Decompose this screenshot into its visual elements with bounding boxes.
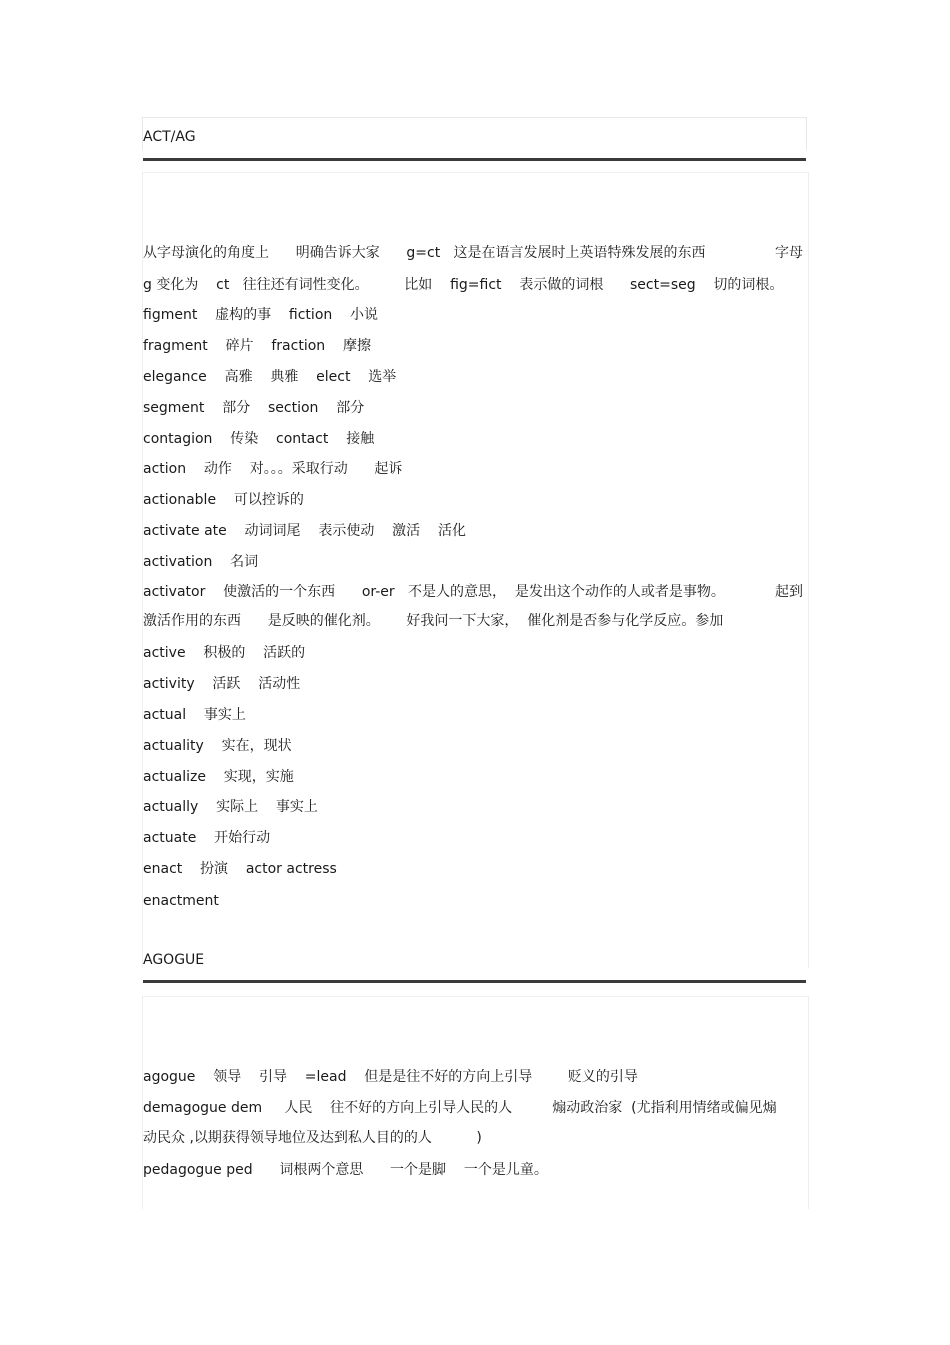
activator-line: 激活作用的东西 是反映的催化剂。 好我问一下大家， 催化剂是否参与化学反应。参加 — [143, 613, 724, 629]
entry-line: agogue 领导 引导 =lead 但是是往不好的方向上引导 贬义的引导 — [143, 1069, 638, 1085]
entry-line: actualize 实现，实施 — [143, 769, 294, 785]
entry-line: segment 部分 section 部分 — [143, 400, 365, 416]
entry-line: active 积极的 活跃的 — [143, 645, 306, 661]
entry-line: figment 虚构的事 fiction 小说 — [143, 307, 379, 323]
entry-line: contagion 传染 contact 接触 — [143, 431, 375, 447]
entry-line: activation 名词 — [143, 554, 259, 570]
entry-line: action 动作 对。。。采取行动 起诉 — [143, 461, 403, 477]
intro-text: 从字母演化的角度上 明确告诉大家 g=ct 这是在语言发展时上英语特殊发展的东西 — [143, 245, 706, 261]
entry-line: 动民众 ,以期获得领导地位及达到私人目的的人 ) — [143, 1130, 482, 1146]
intro-line — [143, 244, 803, 262]
entry-line: enact 扮演 actor actress — [143, 861, 337, 877]
entry-line: demagogue dem 人民 往不好的方向上引导人民的人 煽动政治家 (尤指利用情绪或偏见煽 — [143, 1100, 777, 1116]
activator-text: activator 使激活的一个东西 or-er 不是人的意思， 是发出这个动作的人或者是事物。 — [143, 584, 725, 600]
section-header-act-ag — [142, 117, 807, 163]
section-title: AGOGUE — [143, 952, 205, 968]
activator-text-end: 起到 — [775, 584, 803, 600]
entry-line: activate ate 动词词尾 表示使动 激活 活化 — [143, 523, 466, 539]
entry-line: actuality 实在，现状 — [143, 738, 292, 754]
entry-line: enactment — [143, 893, 219, 909]
entry-line: actually 实际上 事实上 — [143, 799, 318, 815]
entry-line: actual 事实上 — [143, 707, 246, 723]
intro-text-end: 字母 — [775, 245, 803, 261]
activator-line — [143, 583, 803, 601]
section-divider — [143, 158, 806, 161]
entry-line: fragment 碎片 fraction 摩擦 — [143, 338, 371, 354]
section-divider — [143, 980, 806, 983]
header-frame — [142, 117, 807, 150]
entry-line: elegance 高雅 典雅 elect 选举 — [143, 369, 397, 385]
intro-line: g 变化为 ct 往往还有词性变化。 比如 fig=fict 表示做的词根 sect=seg 切的词根。 — [143, 277, 784, 293]
entry-line: pedagogue ped 词根两个意思 一个是脚 一个是儿童。 — [143, 1162, 548, 1178]
entry-line: actuate 开始行动 — [143, 830, 271, 846]
section-header-agogue — [142, 940, 807, 986]
section-title: ACT/AG — [143, 129, 196, 145]
entry-line: actionable 可以控诉的 — [143, 492, 304, 508]
entry-line: activity 活跃 活动性 — [143, 676, 301, 692]
